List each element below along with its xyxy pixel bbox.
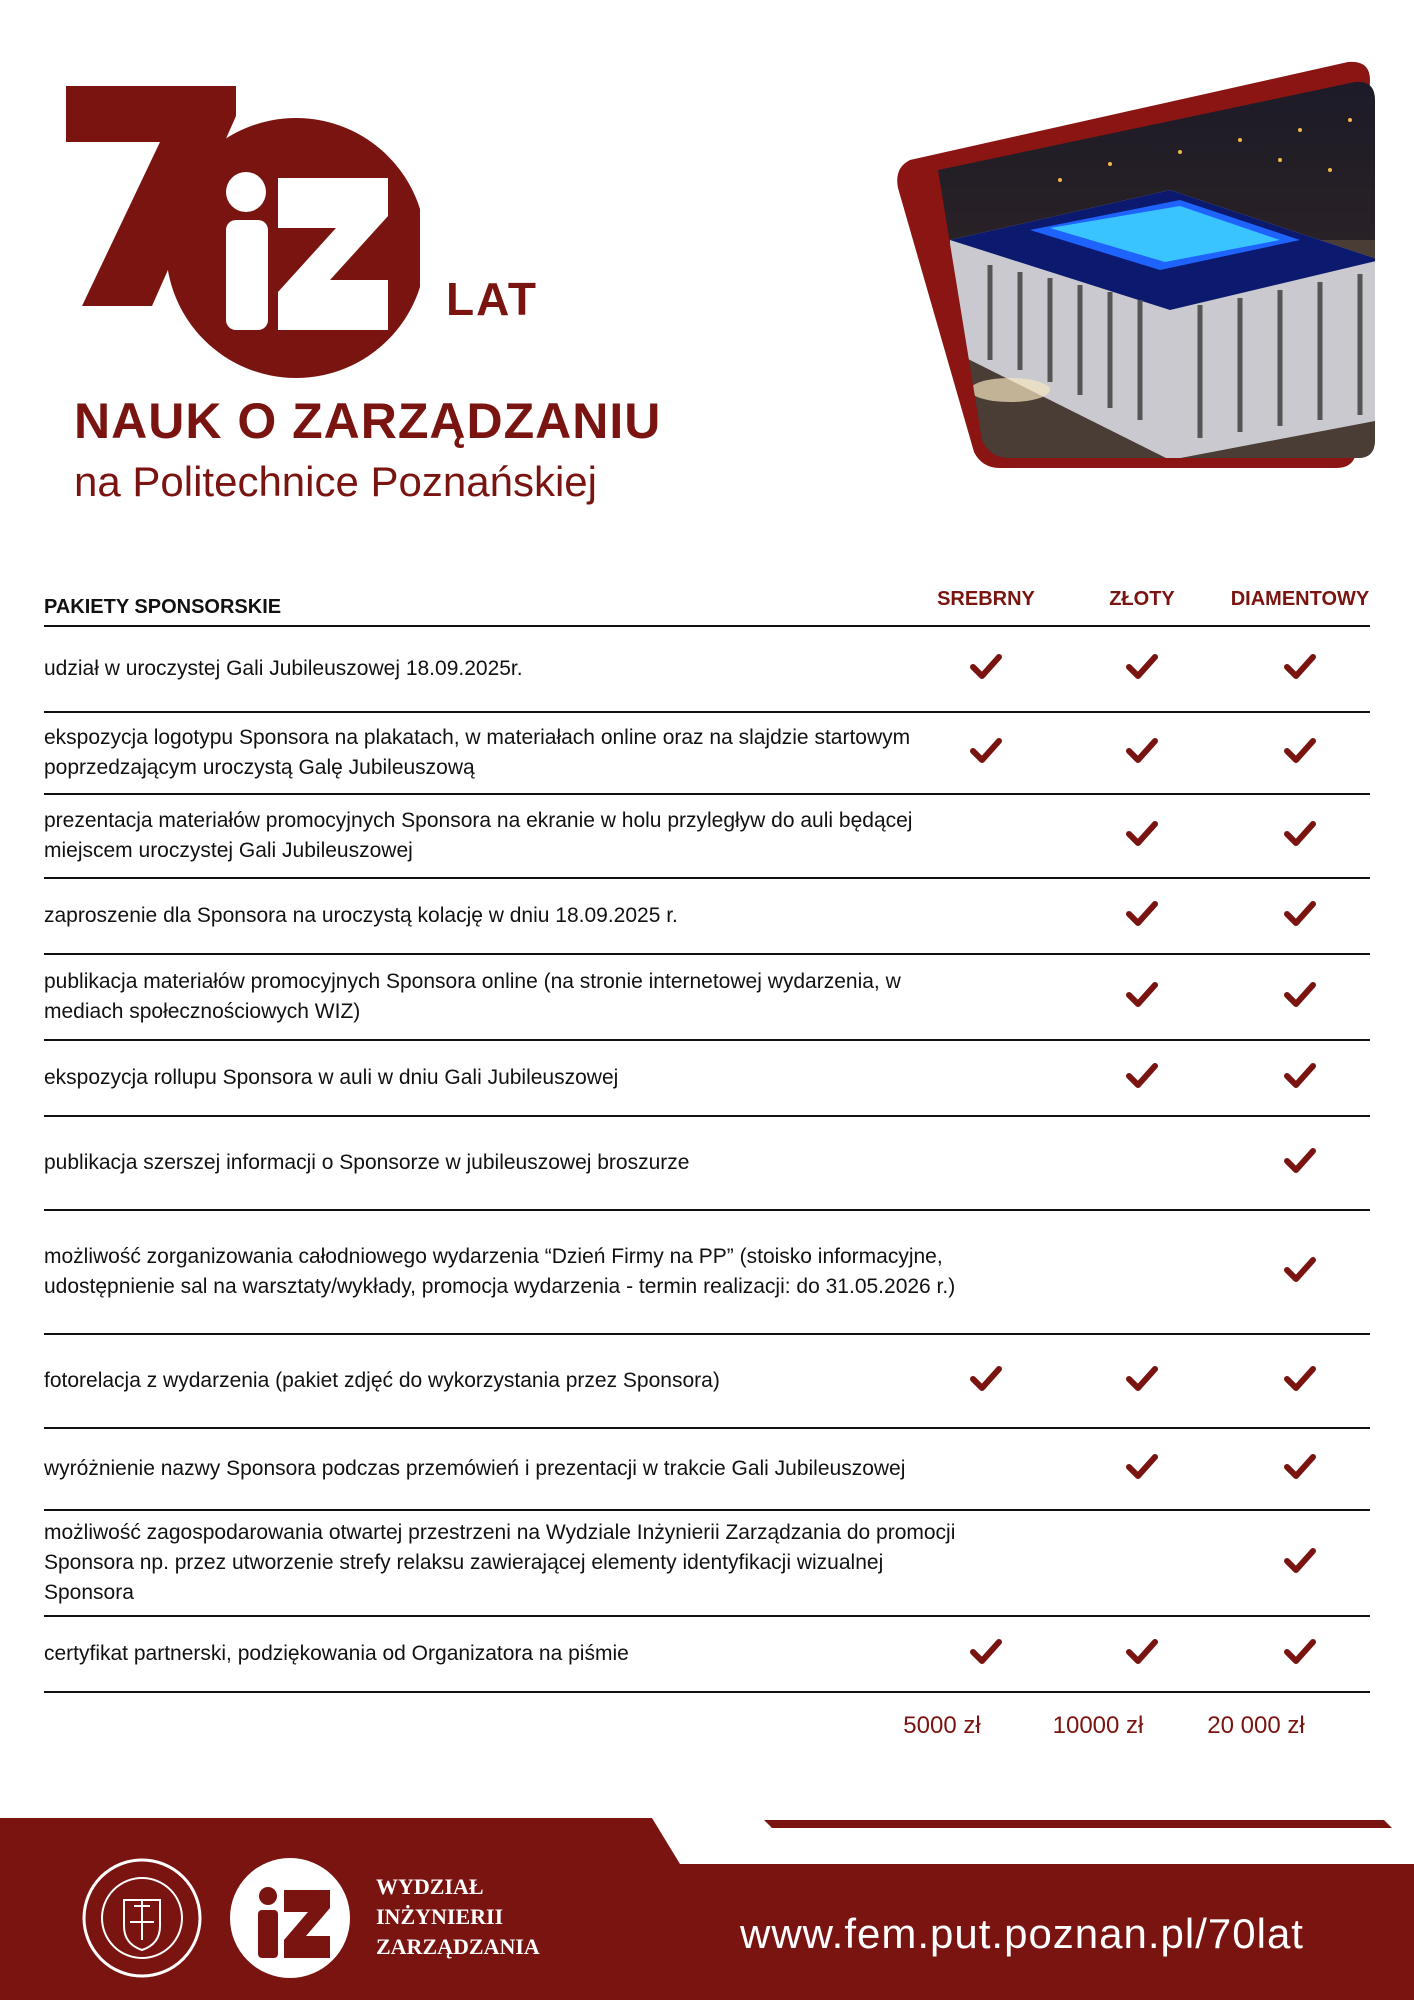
row-description: ekspozycja logotypu Sponsora na plakatach, w materiałach online oraz na slajdzie startowym poprzedzającym uroczystą Galę Jubileuszową: [44, 726, 911, 779]
table-row: [44, 1429, 1370, 1511]
check-icon-diamentowy: [1220, 1061, 1380, 1095]
table-row: [44, 1041, 1370, 1117]
column-srebrny: SREBRNY: [937, 588, 1035, 610]
check-icon-srebrny: [906, 1364, 1066, 1398]
row-description: udział w uroczystej Gali Jubileuszowej 18.09.2025r.: [44, 657, 523, 680]
check-icon-diamentowy: [1220, 1146, 1380, 1180]
check-icon-zloty: [1062, 1637, 1222, 1671]
table-header: [44, 580, 1370, 627]
check-icon-diamentowy: [1220, 899, 1380, 933]
check-icon-zloty: [1062, 980, 1222, 1014]
check-icon-diamentowy: [1220, 1452, 1380, 1486]
check-icon-zloty: [1062, 1364, 1222, 1398]
check-icon-srebrny: [906, 736, 1066, 770]
check-icon-diamentowy: [1220, 1546, 1380, 1580]
table-row: [44, 955, 1370, 1041]
page-subtitle: na Politechnice Poznańskiej: [74, 458, 597, 505]
sponsorship-table: [44, 580, 1370, 1693]
row-description: możliwość zorganizowania całodniowego wydarzenia “Dzień Firmy na PP” (stoisko informacyjne, udostępnienie sal na warsztaty/wykłady, promocja wydarzenia - termin realizacji: do 31.05.2026 r.): [44, 1245, 956, 1298]
row-description: prezentacja materiałów promocyjnych Sponsora na ekranie w holu przyległyw do auli będącej miejscem uroczystej Gali Jubileuszowej: [44, 809, 913, 862]
table-row: [44, 1617, 1370, 1693]
table-row: [44, 1211, 1370, 1335]
table-row: [44, 627, 1370, 713]
price-diamentowy: 20 000 zł: [1207, 1712, 1305, 1739]
footer-band: [0, 1818, 1414, 2000]
check-icon-zloty: [1062, 1061, 1222, 1095]
price-zloty: 10000 zł: [1052, 1712, 1144, 1739]
column-diamentowy: DIAMENTOWY: [1230, 588, 1370, 610]
row-description: publikacja szerszej informacji o Sponsorze w jubileuszowej broszurze: [44, 1151, 690, 1174]
faculty-line-3: ZARZĄDZANIA: [376, 1934, 540, 1959]
faculty-line-1: WYDZIAŁ: [376, 1874, 484, 1899]
faculty-name: [376, 1872, 540, 1962]
row-description: certyfikat partnerski, podziękowania od Organizatora na piśmie: [44, 1642, 629, 1665]
table-row: [44, 713, 1370, 795]
check-icon-zloty: [1062, 1452, 1222, 1486]
column-zloty: ZŁOTY: [1109, 588, 1175, 610]
check-icon-diamentowy: [1220, 736, 1380, 770]
table-body: [44, 627, 1370, 1693]
check-icon-diamentowy: [1220, 1637, 1380, 1671]
table-row: [44, 795, 1370, 879]
check-icon-zloty: [1062, 819, 1222, 853]
page-title: NAUK O ZARZĄDZANIU: [74, 393, 662, 449]
price-srebrny: 5000 zł: [903, 1712, 981, 1739]
row-description: wyróżnienie nazwy Sponsora podczas przemówień i prezentacji w trakcie Gali Jubileuszowej: [44, 1457, 906, 1480]
footer-url-link[interactable]: www.fem.put.poznan.pl/70lat: [740, 1910, 1304, 1957]
check-icon-zloty: [1062, 899, 1222, 933]
check-icon-diamentowy: [1220, 819, 1380, 853]
row-description: możliwość zagospodarowania otwartej przestrzeni na Wydziale Inżynierii Zarządzania do promocji Sponsora np. przez utworzenie strefy relaksu zawierającej elementy identyfikacji wizualnej Sponsora: [44, 1521, 956, 1604]
check-icon-srebrny: [906, 652, 1066, 686]
row-description: publikacja materiałów promocyjnych Sponsora online (na stronie internetowej wydarzenia, w mediach społecznościowych WIZ): [44, 970, 901, 1023]
lat-label: LAT: [446, 273, 539, 325]
row-description: fotorelacja z wydarzenia (pakiet zdjęć do wykorzystania przez Sponsora): [44, 1369, 720, 1392]
building-photo: [880, 60, 1380, 470]
check-icon-srebrny: [906, 1637, 1066, 1671]
check-icon-diamentowy: [1220, 980, 1380, 1014]
check-icon-diamentowy: [1220, 652, 1380, 686]
table-row: [44, 879, 1370, 955]
table-row: [44, 1335, 1370, 1429]
table-header-label: PAKIETY SPONSORSKIE: [44, 596, 282, 618]
row-description: zaproszenie dla Sponsora na uroczystą kolację w dniu 18.09.2025 r.: [44, 904, 678, 927]
logo-70-iz: [60, 80, 420, 380]
check-icon-zloty: [1062, 736, 1222, 770]
check-icon-diamentowy: [1220, 1255, 1380, 1289]
table-row: [44, 1511, 1370, 1617]
check-icon-zloty: [1062, 652, 1222, 686]
university-seal-icon: [80, 1856, 204, 1980]
faculty-iz-logo: [228, 1856, 352, 1980]
row-description: ekspozycja rollupu Sponsora w auli w dniu Gali Jubileuszowej: [44, 1066, 619, 1089]
table-row: [44, 1117, 1370, 1211]
faculty-line-2: INŻYNIERII: [376, 1904, 504, 1929]
check-icon-diamentowy: [1220, 1364, 1380, 1398]
